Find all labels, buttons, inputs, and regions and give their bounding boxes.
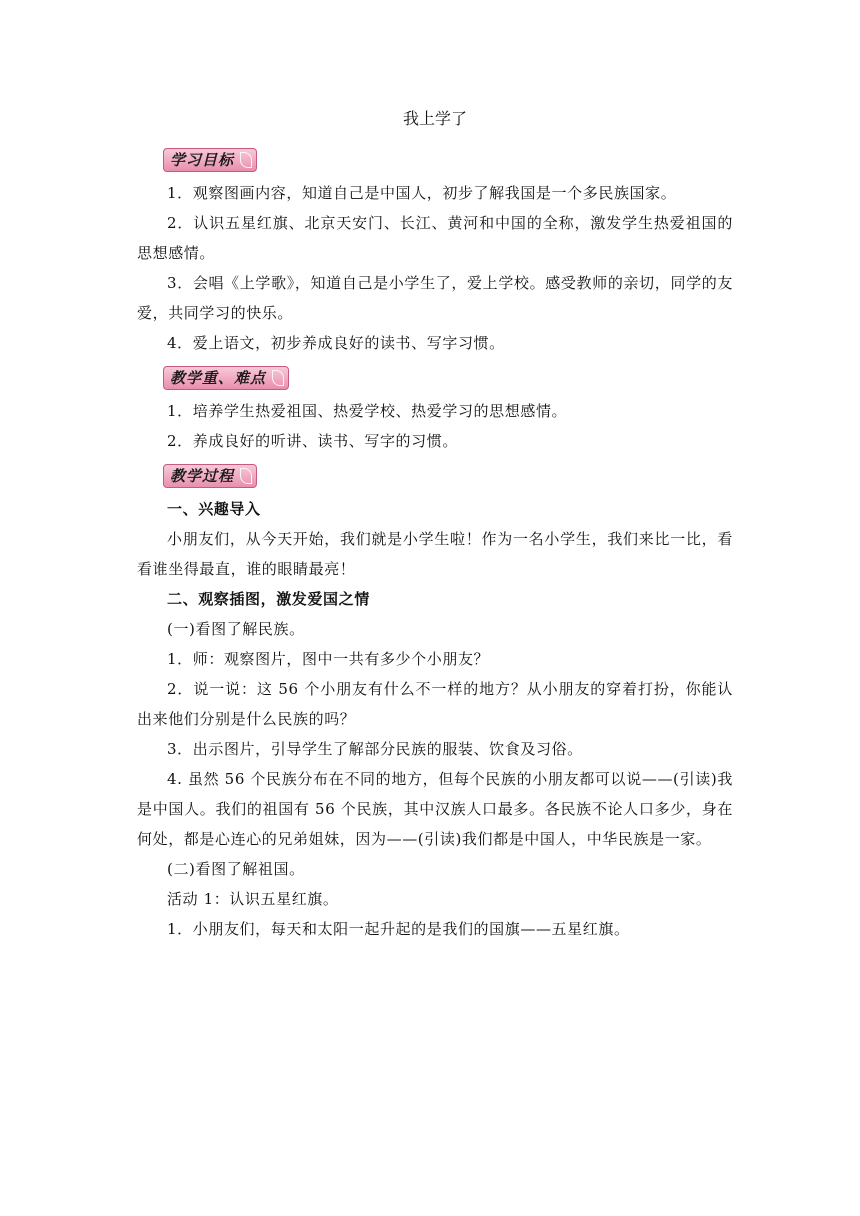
part1-text: 小朋友们，从今天开始，我们就是小学生啦！作为一名小学生，我们来比一比，看看谁坐得最直，谁的眼睛最亮！ [137, 530, 733, 578]
activity1-item: 1．小朋友们，每天和太阳一起升起的是我们的国旗——五星红旗。 [167, 920, 630, 938]
sub1-item: 1．师：观察图片，图中一共有多少个小朋友？ [167, 650, 490, 668]
key-points-badge-label: 教学重、难点 [170, 369, 267, 387]
process-badge [163, 464, 257, 488]
leaf-icon [240, 468, 252, 484]
leaf-icon [240, 152, 252, 168]
sub1-item: 2．说一说：这 56 个小朋友有什么不一样的地方？从小朋友的穿着打扮，你能认出来他们分别是什么民族的吗？ [137, 680, 733, 728]
sub2-heading: (二)看图了解祖国。 [167, 860, 305, 878]
part2-heading: 二、观察插图，激发爱国之情 [167, 590, 370, 608]
leaf-icon [272, 370, 284, 386]
key-point-item: 1．培养学生热爱祖国、热爱学校、热爱学习的思想感情。 [167, 402, 568, 420]
objective-item: 3．会唱《上学歌》，知道自己是小学生了，爱上学校。感受教师的亲切，同学的友爱，共同学习的快乐。 [137, 274, 733, 322]
part1-heading: 一、兴趣导入 [167, 500, 261, 518]
key-points-badge [163, 366, 289, 390]
objective-item: 1．观察图画内容，知道自己是中国人，初步了解我国是一个多民族国家。 [167, 184, 677, 202]
key-point-item: 2．养成良好的听讲、读书、写字的习惯。 [167, 432, 458, 450]
process-badge-label: 教学过程 [170, 467, 235, 485]
document-body [137, 104, 733, 944]
objectives-badge-label: 学习目标 [170, 151, 235, 169]
objectives-badge [163, 148, 257, 172]
sub1-item: 4. 虽然 56 个民族分布在不同的地方，但每个民族的小朋友都可以说——(引读)我是中国人。我们的祖国有 56 个民族，其中汉族人口最多。各民族不论人口多少，身在何处，都是心连心的兄弟姐妹，因为——(引读)我们都是中国人，中华民族是一家。 [137, 770, 733, 848]
activity1-heading: 活动 1：认识五星红旗。 [167, 890, 339, 908]
sub1-item: 3．出示图片，引导学生了解部分民族的服装、饮食及习俗。 [167, 740, 583, 758]
objective-item: 2．认识五星红旗、北京天安门、长江、黄河和中国的全称，激发学生热爱祖国的思想感情。 [137, 214, 733, 262]
sub1-heading: (一)看图了解民族。 [167, 620, 305, 638]
page-title: 我上学了 [402, 109, 467, 128]
objective-item: 4．爱上语文，初步养成良好的读书、写字习惯。 [167, 334, 505, 352]
